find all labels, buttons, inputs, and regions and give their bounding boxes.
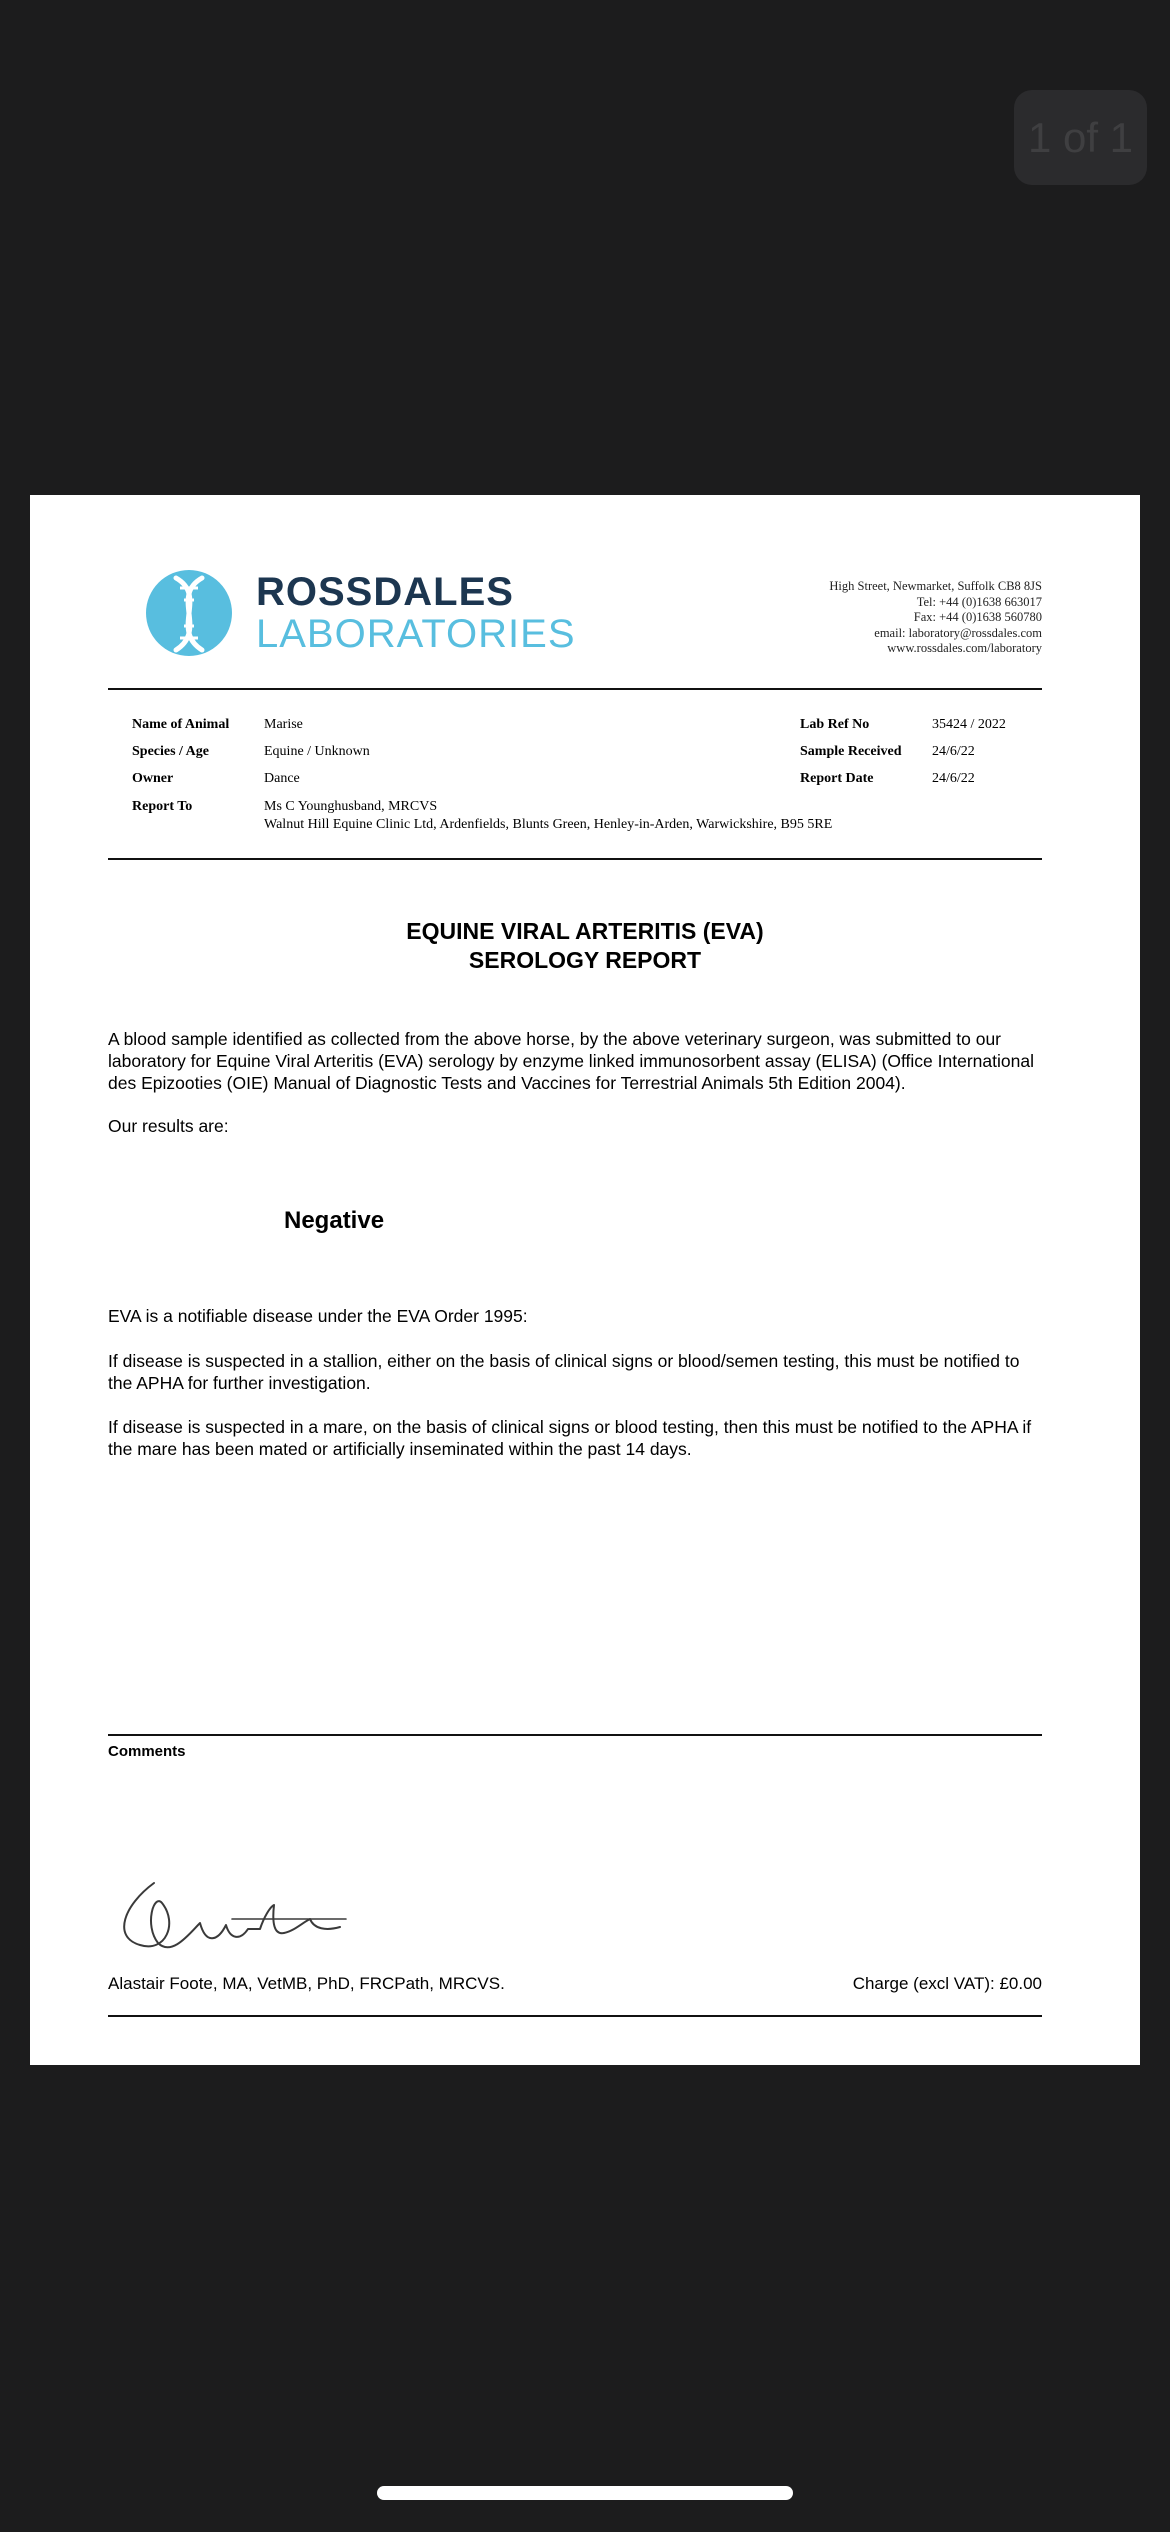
name-of-animal-label: Name of Animal	[132, 717, 230, 732]
signature	[114, 1875, 354, 1965]
mare-note: If disease is suspected in a mare, on the basis of clinical signs or blood testing, then this must be notified to the APHA if the mare has been mated or artificially inseminated within the past 14 days.	[108, 1417, 1032, 1459]
report-date-value: 24/6/22	[932, 771, 975, 786]
owner-label: Owner	[132, 771, 174, 786]
dna-helix-icon	[146, 570, 232, 656]
comments-divider	[108, 1734, 1042, 1736]
results-intro: Our results are:	[108, 1116, 229, 1136]
lab-ref-value: 35424 / 2022	[932, 717, 1006, 732]
report-title-line1: EQUINE VIRAL ARTERITIS (EVA)	[406, 918, 764, 944]
report-to-recipient: Ms C Younghusband, MRCVS	[264, 799, 438, 814]
logo-line-laboratories: LABORATORIES	[256, 612, 576, 656]
report-to-label: Report To	[132, 799, 193, 814]
result-negative: Negative	[284, 1207, 385, 1234]
lab-address	[829, 579, 1042, 657]
lab-ref-label: Lab Ref No	[800, 717, 870, 732]
comments-label: Comments	[108, 1743, 186, 1760]
footer-divider	[108, 2015, 1042, 2017]
report-title-line2: SEROLOGY REPORT	[468, 947, 702, 973]
species-age-label: Species / Age	[132, 744, 209, 759]
home-indicator[interactable]	[377, 2486, 793, 2500]
address-line: High Street, Newmarket, Suffolk CB8 8JS	[829, 579, 1042, 593]
email-line: email: laboratory@rossdales.com	[874, 625, 1042, 640]
sample-received-value: 24/6/22	[932, 744, 975, 759]
fax-line: Fax: +44 (0)1638 560780	[913, 610, 1042, 624]
logo-wordmark	[256, 572, 576, 654]
page-counter: 1 of 1	[1014, 90, 1147, 185]
species-age-value: Equine / Unknown	[264, 744, 370, 759]
sample-received-label: Sample Received	[800, 744, 902, 759]
details-divider	[108, 858, 1042, 860]
phone-line: Tel: +44 (0)1638 663017	[916, 594, 1042, 609]
report-title	[30, 917, 1140, 975]
intro-paragraph: A blood sample identified as collected from the above horse, by the above veterinary surgeon, was submitted to our laboratory for Equine Viral Arteritis (EVA) serology by enzyme linked immunosorbent assay (ELISA) (Office International des Epizooties (OIE) Manual of Diagnostic Tests and Vaccines for Terrestrial Animals 5th Edition 2004).	[108, 1029, 1034, 1093]
notifiable-statement: EVA is a notifiable disease under the EVA Order 1995:	[108, 1306, 528, 1326]
owner-value: Dance	[264, 771, 300, 786]
logo-line-rossdales: ROSSDALES	[256, 570, 514, 614]
stallion-note: If disease is suspected in a stallion, either on the basis of clinical signs or blood/semen testing, this must be notified to the APHA for further investigation.	[108, 1351, 1020, 1393]
report-document	[30, 495, 1140, 2065]
report-to-address: Walnut Hill Equine Clinic Ltd, Ardenfields, Blunts Green, Henley-in-Arden, Warwickshire, B95 5RE	[264, 817, 833, 832]
report-date-label: Report Date	[800, 771, 874, 786]
charge-amount: Charge (excl VAT): £0.00	[852, 1974, 1042, 1993]
name-of-animal-value: Marise	[264, 717, 303, 732]
header-divider	[108, 688, 1042, 690]
rossdales-logo	[146, 570, 626, 660]
website-line: www.rossdales.com/laboratory	[887, 641, 1042, 655]
signatory-name: Alastair Foote, MA, VetMB, PhD, FRCPath, MRCVS.	[108, 1974, 505, 1993]
